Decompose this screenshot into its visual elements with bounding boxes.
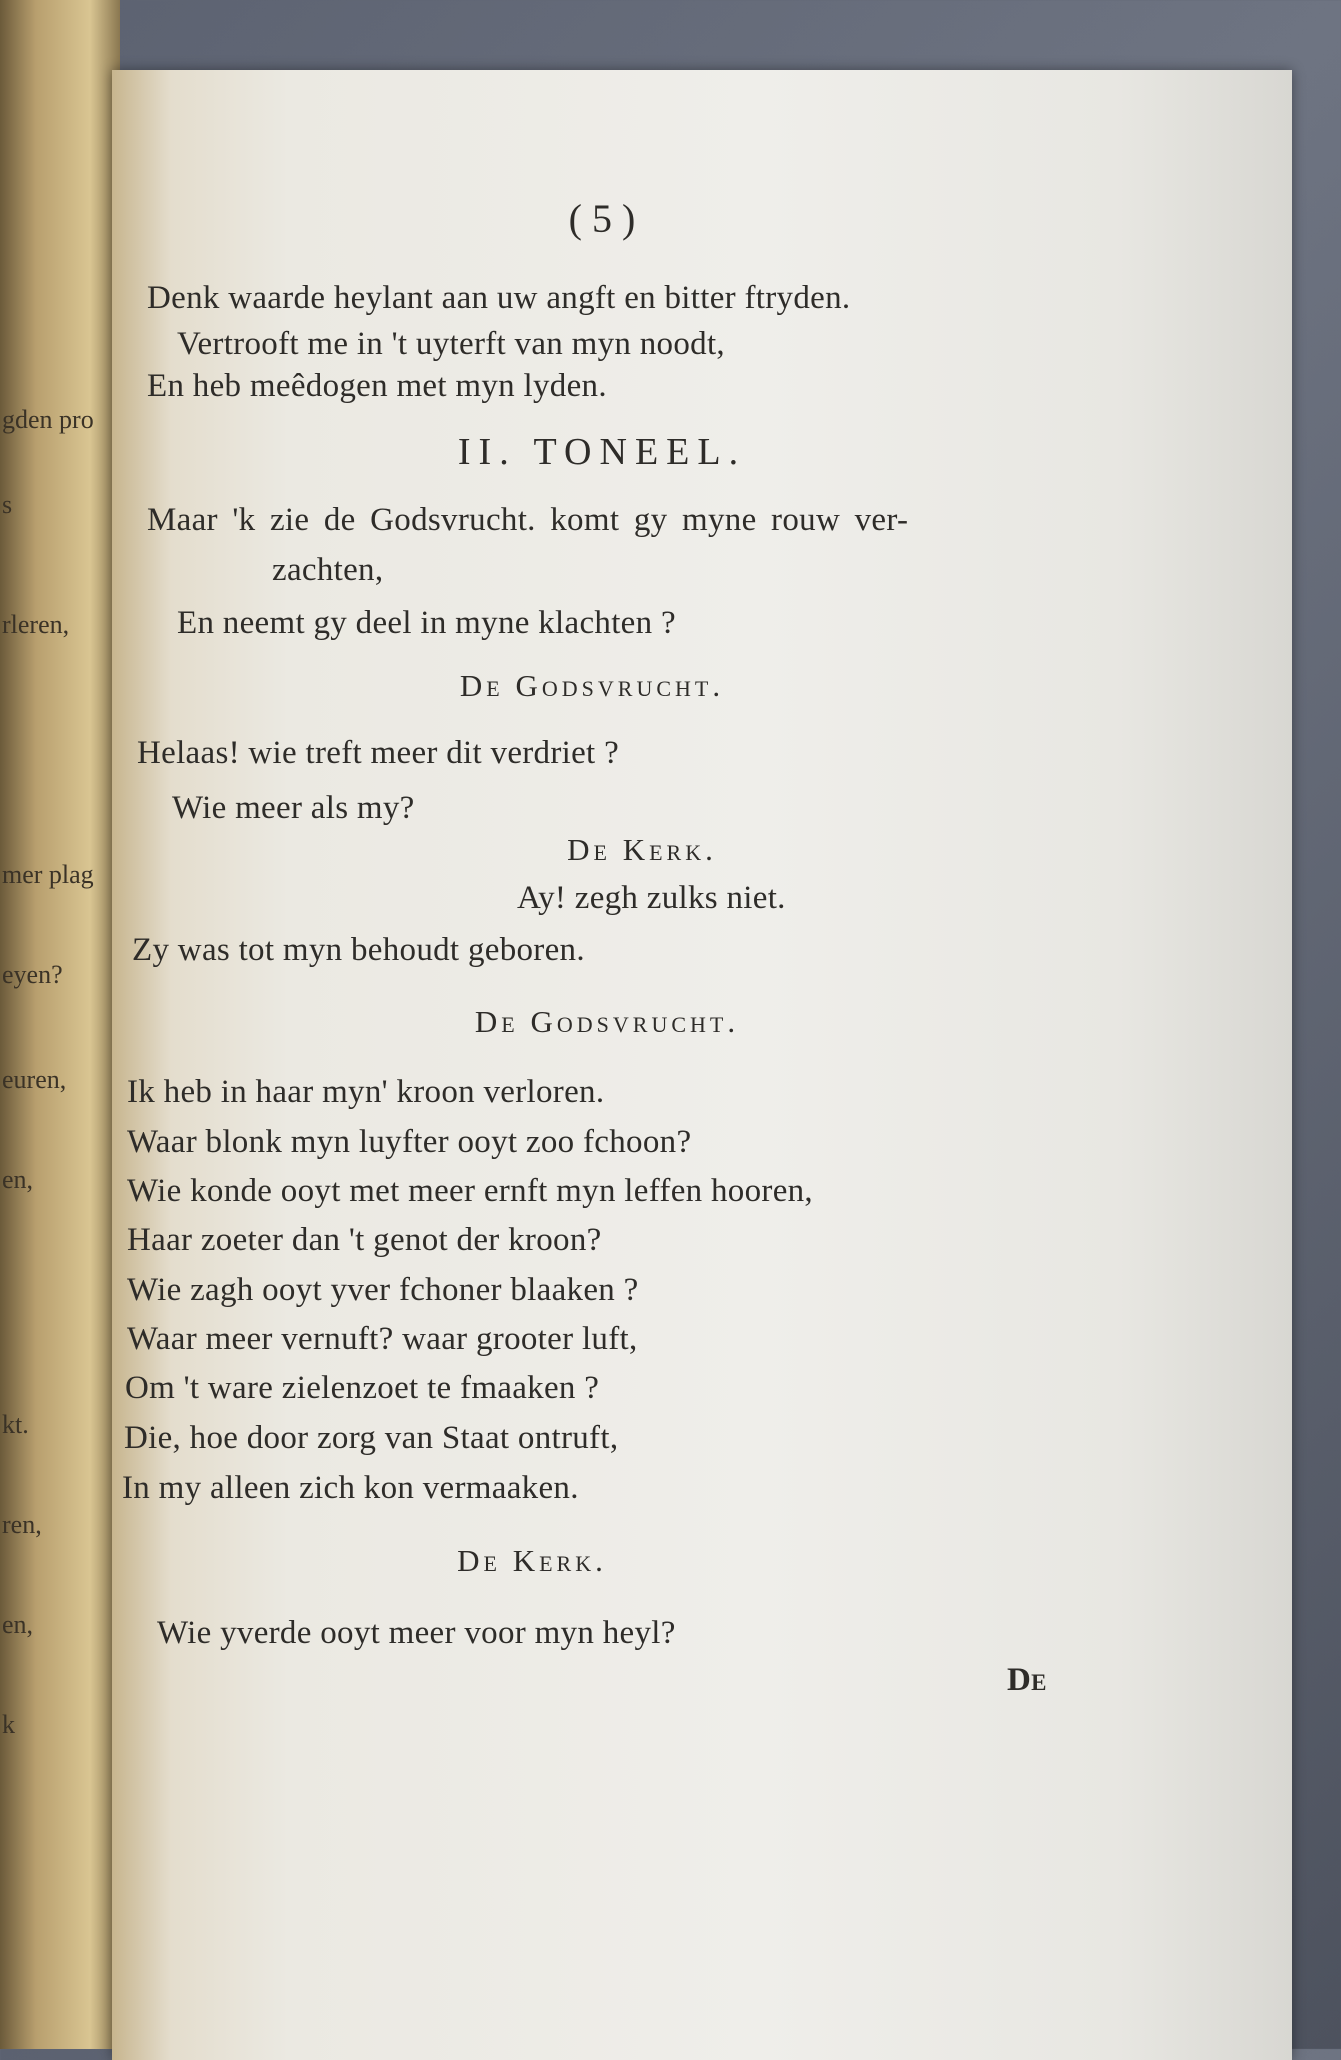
left-fragment: en, <box>2 1610 34 1639</box>
verse-line: Wie konde ooyt met meer ernft myn leffen hooren, <box>127 1173 813 1209</box>
verse-line: En heb meêdogen met myn lyden. <box>147 368 607 404</box>
verse-line: Zy was tot myn behoudt geboren. <box>132 932 585 968</box>
verse-line: Om 't ware zielenzoet te fmaaken ? <box>125 1370 600 1406</box>
left-fragment: eyen? <box>2 960 63 989</box>
speaker-heading: De Godsvrucht. <box>474 1004 740 1039</box>
left-fragment: kt. <box>2 1410 29 1439</box>
verse-line: zachten, <box>272 552 384 588</box>
left-fragment: euren, <box>2 1065 67 1094</box>
left-page-edge <box>0 0 120 2049</box>
verse-line: Die, hoe door zorg van Staat ontruft, <box>124 1420 619 1456</box>
verse-line: Haar zoeter dan 't genot der kroon? <box>127 1222 602 1258</box>
verse-line: Wie yverde ooyt meer voor myn heyl? <box>157 1615 676 1651</box>
verse-line: Denk waarde heylant aan uw angft en bitter ftryden. <box>147 280 851 316</box>
verse-line: Wie meer als my? <box>172 790 415 826</box>
left-fragment: gden pro <box>2 405 94 434</box>
page-number: ( 5 ) <box>568 196 636 241</box>
left-fragment: mer plag <box>2 860 94 889</box>
speaker-heading: De Kerk. <box>567 832 717 867</box>
left-fragment: k <box>2 1710 15 1739</box>
verse-line: In my alleen zich kon vermaaken. <box>122 1470 579 1506</box>
verse-line: Helaas! wie treft meer dit verdriet ? <box>137 735 620 771</box>
left-fragment: en, <box>2 1165 34 1194</box>
verse-line: Ay! zegh zulks niet. <box>517 880 786 916</box>
catchword: De <box>1007 1662 1047 1698</box>
left-fragment: rleren, <box>2 610 70 639</box>
verse-line: Wie zagh ooyt yver fchoner blaaken ? <box>127 1272 639 1308</box>
verse-line: En neemt gy deel in myne klachten ? <box>177 605 676 641</box>
verse-line: Maar 'k zie de Godsvrucht. komt gy myne rouw ver- <box>147 502 909 538</box>
left-fragment: s <box>2 490 13 519</box>
speaker-heading: De Godsvrucht. <box>459 668 725 703</box>
book-page <box>112 70 1292 2060</box>
left-fragment: ren, <box>2 1510 42 1539</box>
speaker-heading: De Kerk. <box>457 1543 607 1578</box>
verse-line: Ik heb in haar myn' kroon verloren. <box>127 1074 605 1110</box>
verse-line: Waar blonk myn luyfter ooyt zoo fchoon? <box>127 1124 692 1160</box>
verse-line: Waar meer vernuft? waar grooter luft, <box>127 1321 638 1357</box>
verse-line: Vertrooft me in 't uyterft van myn noodt, <box>177 326 725 362</box>
scene-heading: II. TONEEL. <box>457 431 747 473</box>
